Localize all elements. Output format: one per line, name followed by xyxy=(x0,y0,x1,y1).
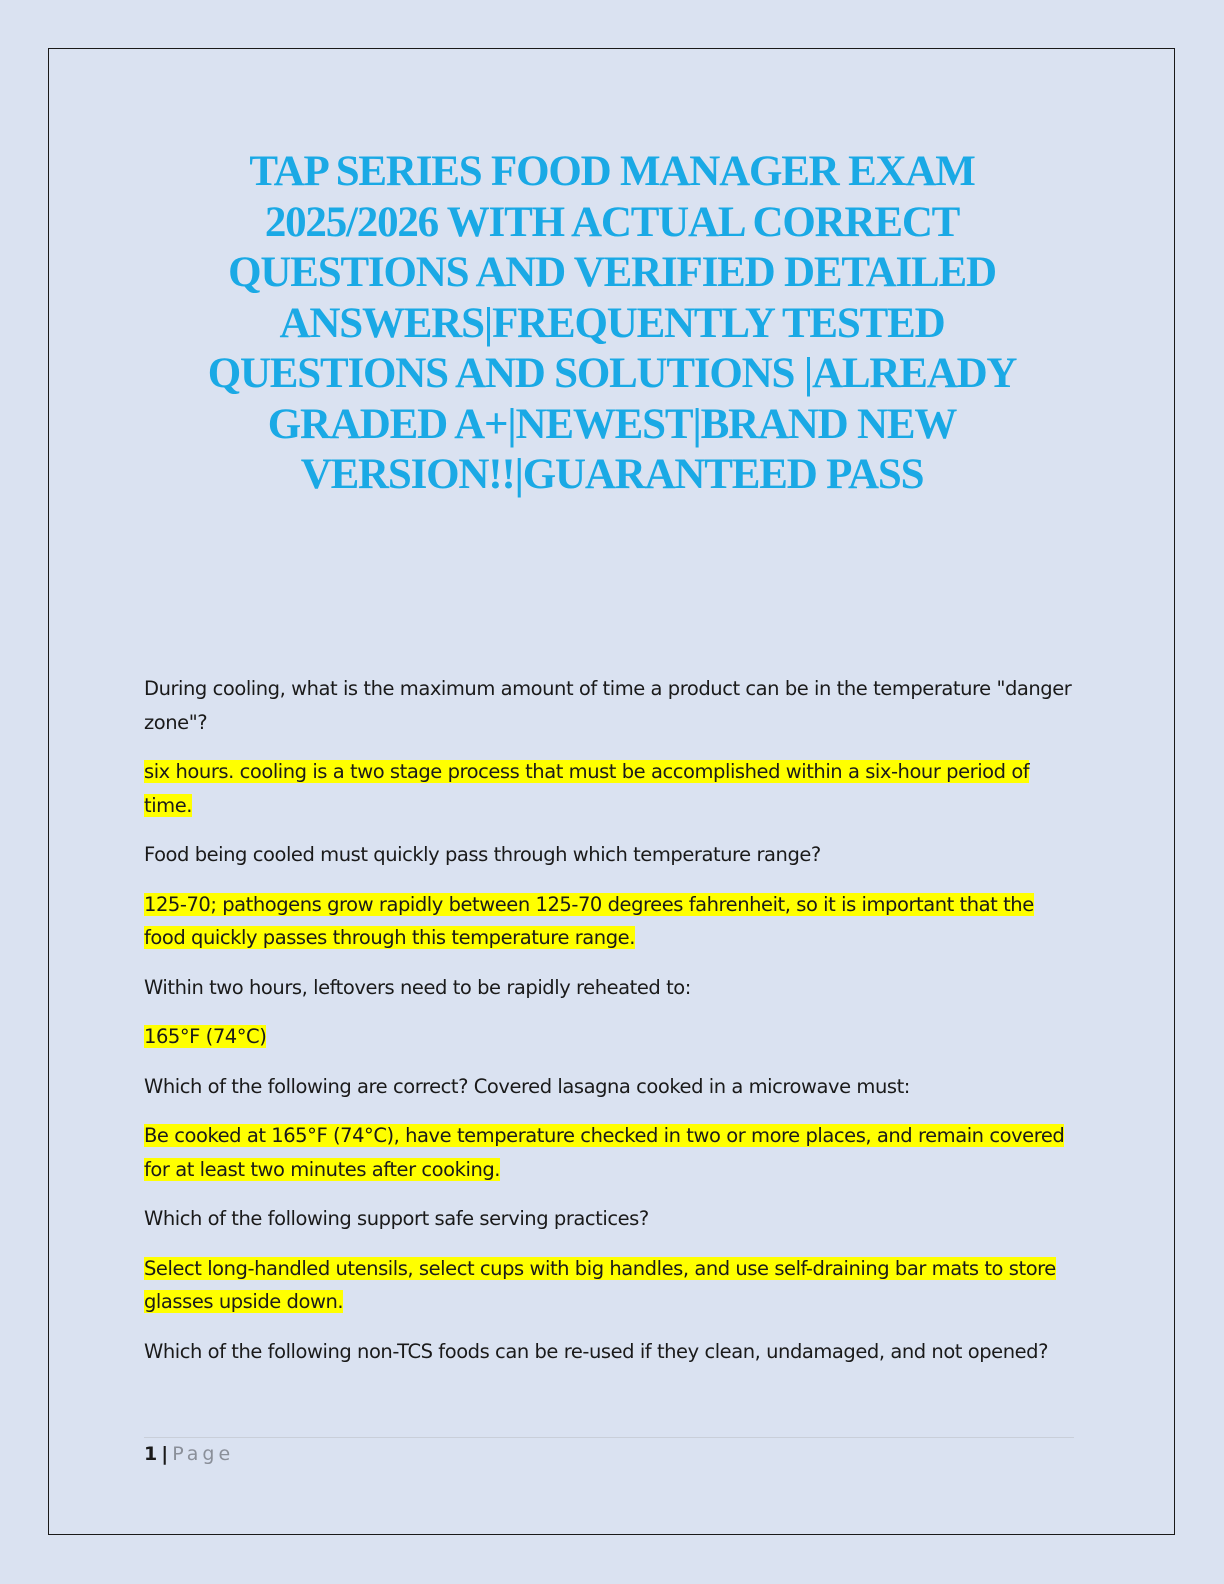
answer-3 xyxy=(144,1020,1074,1054)
answer-1-highlight: six hours. cooling is a two stage process that must be accomplished within a six-hour period of time. xyxy=(144,760,1030,817)
answer-3-highlight: 165°F (74°C) xyxy=(144,1025,267,1048)
answer-4 xyxy=(144,1119,1074,1186)
question-4: Which of the following are correct? Covered lasagna cooked in a microwave must: xyxy=(144,1074,910,1098)
question-1: During cooling, what is the maximum amount of time a product can be in the temperature "danger zone"? xyxy=(144,677,1072,734)
answer-1 xyxy=(144,755,1074,822)
answer-5 xyxy=(144,1252,1074,1319)
answer-5-highlight: Select long-handled utensils, select cups with big handles, and use self-draining bar mats to store glasses upside down. xyxy=(144,1256,1056,1313)
question-6: Which of the following non-TCS foods can be re-used if they clean, undamaged, and not opened? xyxy=(144,1339,1048,1363)
answer-2-highlight: 125-70; pathogens grow rapidly between 125-70 degrees fahrenheit, so it is important that the food quickly passes through this temperature range. xyxy=(144,892,1034,949)
question-5: Which of the following support safe serving practices? xyxy=(144,1207,649,1230)
question-2: Food being cooled must quickly pass through which temperature range? xyxy=(144,843,821,866)
page-number: 1 xyxy=(144,1443,158,1465)
qa-list xyxy=(144,672,1074,1384)
answer-2 xyxy=(144,888,1074,955)
page-footer xyxy=(144,1441,234,1467)
question-3: Within two hours, leftovers need to be rapidly reheated to: xyxy=(144,975,691,999)
footer-divider xyxy=(144,1437,1074,1438)
document-title: TAP SERIES FOOD MANAGER EXAM 2025/2026 WITH ACTUAL CORRECT QUESTIONS AND VERIFIED DETAILED ANSWERS|FREQUENTLY TESTED QUESTIONS AND SOLUTIONS |ALREADY GRADED A+|NEWEST|BRAND NEW VERSION!!|GUARANTEED PASS xyxy=(207,148,1017,498)
footer-separator: | xyxy=(161,1443,169,1465)
answer-4-highlight: Be cooked at 165°F (74°C), have temperature checked in two or more places, and remain covered for at least two minutes after cooking. xyxy=(144,1124,1065,1181)
page-label: Page xyxy=(172,1443,235,1465)
